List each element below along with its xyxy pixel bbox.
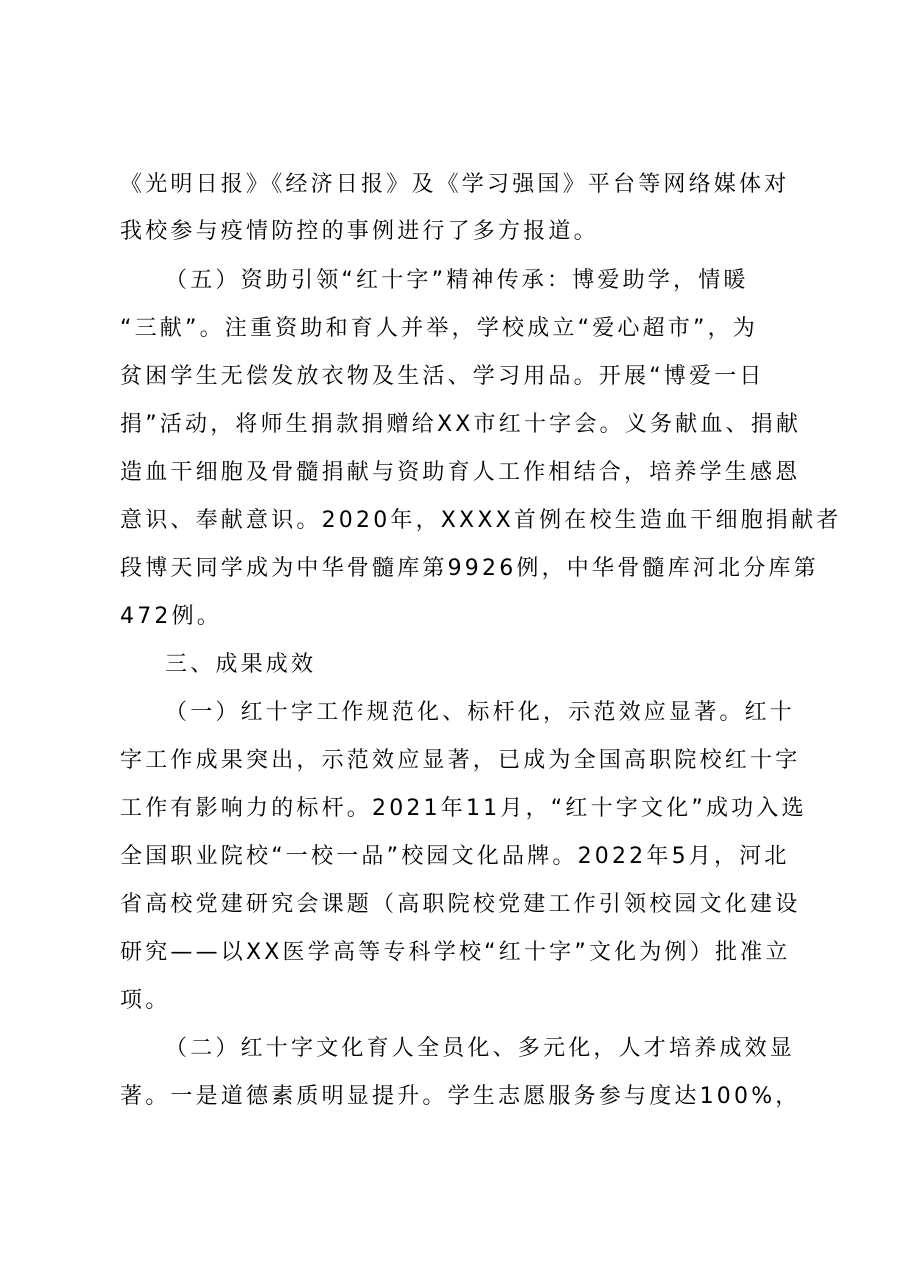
text-line: 字工作成果突出，示范效应显著，已成为全国高职院校红十字 <box>120 748 801 773</box>
text-line: 著。一是道德素质明显提升。学生志愿服务参与度达100%， <box>120 1084 801 1109</box>
text-line: 捐”活动，将师生捐款捐赠给XX市红十字会。义务献血、捐献 <box>120 412 802 437</box>
text-line: 省高校党建研究会课题（高职院校党建工作引领校园文化建设 <box>120 892 801 917</box>
text-line: 472例。 <box>120 604 222 629</box>
text-line: 贫困学生无偿发放衣物及生活、学习用品。开展“博爱一日 <box>120 364 765 389</box>
text-line: 项。 <box>120 988 171 1013</box>
text-line: “三献”。注重资助和育人并举，学校成立“爱心超市”，为 <box>120 316 758 341</box>
section-heading: 三、成果成效 <box>165 652 317 677</box>
paragraph-heading: （五）资助引领“红十字”精神传承：博爱助学，情暖 <box>165 268 749 293</box>
paragraph-heading: （一）红十字工作规范化、标杆化，示范效应显著。红十 <box>165 700 796 725</box>
text-line: 工作有影响力的标杆。2021年11月，“红十字文化”成功入选 <box>120 796 807 821</box>
text-line: 全国职业院校“一校一品”校园文化品牌。2022年5月，河北 <box>120 844 790 869</box>
text-line: 我校参与疫情防控的事例进行了多方报道。 <box>120 219 599 244</box>
text-line: 《光明日报》《经济日报》及《学习强国》平台等网络媒体对 <box>120 172 790 197</box>
text-line: 研究——以XX医学高等专科学校“红十字”文化为例）批准立 <box>120 940 791 965</box>
text-line: 意识、奉献意识。2020年，XXXX首例在校生造血干细胞捐献者 <box>120 508 842 533</box>
paragraph-heading: （二）红十字文化育人全员化、多元化，人才培养成效显 <box>165 1036 796 1061</box>
text-line: 造血干细胞及骨髓捐献与资助育人工作相结合，培养学生感恩 <box>120 460 801 485</box>
text-line: 段博天同学成为中华骨髓库第9926例，中华骨髓库河北分库第 <box>120 556 819 581</box>
